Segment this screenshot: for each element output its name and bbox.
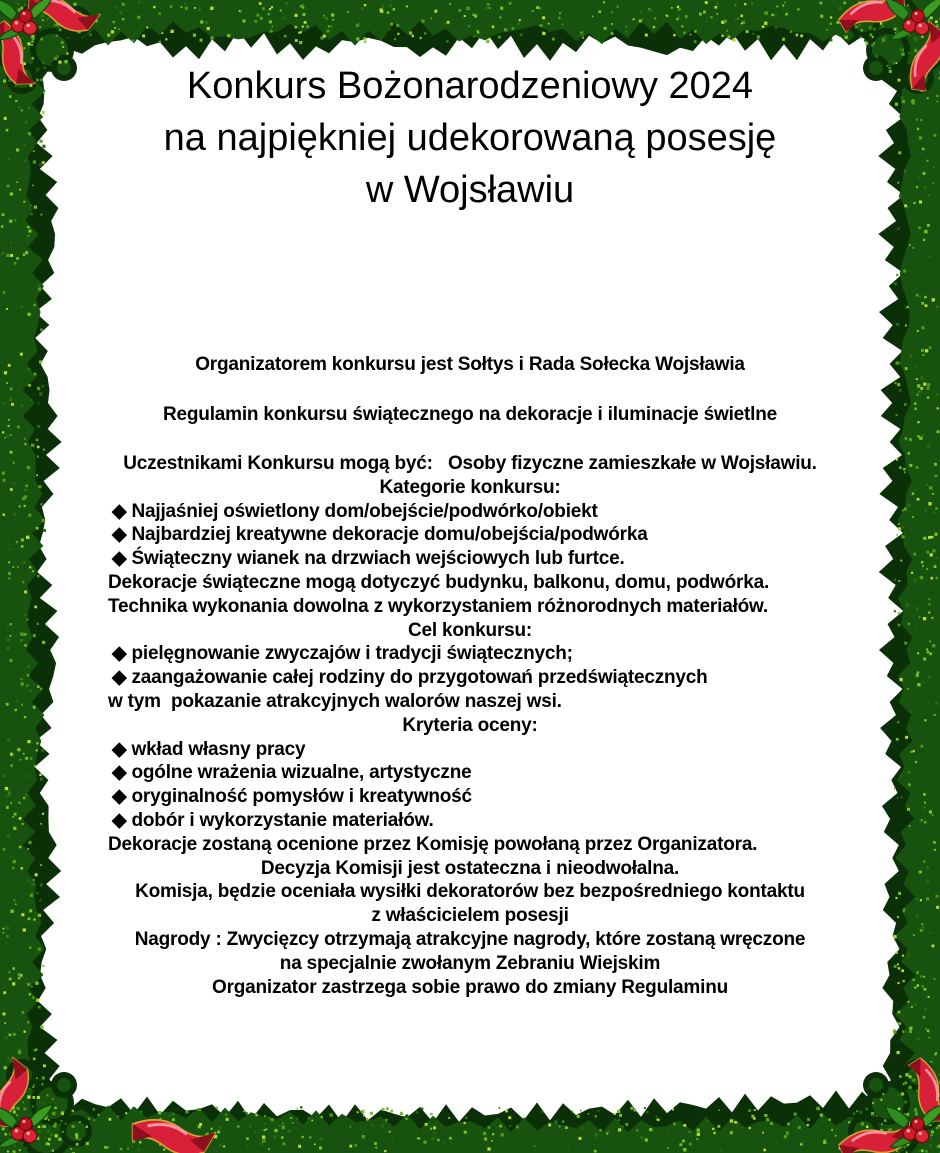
rule-line: na specjalnie zwołanym Zebraniu Wiejskim — [279, 952, 661, 974]
rule-bullet-line: ◆ zaangażowanie całej rodziny do przygotowań przedświątecznych — [112, 667, 708, 689]
ribbon-decoration — [904, 21, 940, 94]
berry-decoration — [885, 0, 940, 39]
rule-line: z właścicielem posesji — [371, 905, 569, 927]
rule-line: Cel konkursu: — [407, 619, 533, 641]
rule-line: Kryteria oceny: — [402, 714, 538, 736]
berry-decoration — [885, 1105, 940, 1148]
berry-decoration — [0, 1105, 53, 1148]
ribbon-decoration — [129, 1115, 216, 1153]
rule-bullet-line: ◆ Świąteczny wianek na drzwiach wejściowych lub furtce. — [112, 548, 625, 570]
rule-bullet-line: ◆ Najbardziej kreatywne dekoracje domu/obejścia/podwórka — [112, 524, 648, 546]
rule-bullet-line: ◆ ogólne wrażenia wizualne, artystyczne — [112, 762, 472, 784]
rule-line: Dekoracje zostaną ocenione przez Komisję powołaną przez Organizatora. — [108, 833, 758, 855]
rule-line: w tym pokazanie atrakcyjnych walorów naszej wsi. — [108, 690, 562, 712]
rule-line: Organizator zastrzega sobie prawo do zmiany Regulaminu — [211, 976, 729, 998]
rule-line: Uczestnikami Konkursu mogą być: Osoby fizyczne zamieszkałe w Wojsławiu. — [123, 453, 817, 474]
rule-line: Dekoracje świąteczne mogą dotyczyć budynku, balkonu, domu, podwórka. — [108, 571, 770, 593]
page-title — [100, 60, 840, 216]
rule-line: Komisja, będzie oceniała wysiłki dekoratorów bez bezpośredniego kontaktu — [135, 881, 805, 903]
title-line: na najpiękniej udekorowaną posesję — [163, 117, 777, 159]
rule-bullet-line: ◆ oryginalność pomysłów i kreatywność — [112, 786, 472, 808]
berry-decoration — [0, 0, 53, 39]
regulation-title-line: Regulamin konkursu świątecznego na dekoracje i iluminacje świetlne — [163, 404, 777, 425]
rule-line: Technika wykonania dowolna z wykorzystaniem różnorodnych materiałów. — [108, 595, 769, 617]
ribbon-decoration — [0, 1057, 35, 1130]
rule-line: Nagrody : Zwycięzcy otrzymają atrakcyjne nagrody, które zostaną wręczone — [134, 928, 806, 950]
ribbon-decoration — [24, 0, 100, 38]
rule-line: Kategorie konkursu: — [379, 476, 561, 498]
title-line: w Wojsławiu — [365, 169, 575, 211]
organizer-line: Organizatorem konkursu jest Sołtys i Rada Sołecka Wojsławia — [195, 354, 745, 375]
rule-line: Decyzja Komisji jest ostateczna i nieodwołalna. — [260, 857, 680, 879]
rule-bullet-line: ◆ dobór i wykorzystanie materiałów. — [112, 809, 434, 831]
ribbon-decoration — [837, 1121, 914, 1153]
rule-bullet-line: ◆ wkład własny pracy — [112, 738, 306, 760]
document-content — [100, 0, 840, 999]
rule-bullet-line: ◆ pielęgnowanie zwyczajów i tradycji świątecznych; — [112, 643, 573, 665]
regulation-lines — [100, 452, 840, 999]
ribbon-decoration — [836, 0, 912, 36]
ribbon-decoration — [0, 18, 36, 91]
rule-bullet-line: ◆ Najjaśniej oświetlony dom/obejście/podwórko/obiekt — [112, 500, 598, 522]
ribbon-decoration — [905, 1055, 940, 1128]
title-line: Konkurs Bożonarodzeniowy 2024 — [186, 65, 754, 107]
